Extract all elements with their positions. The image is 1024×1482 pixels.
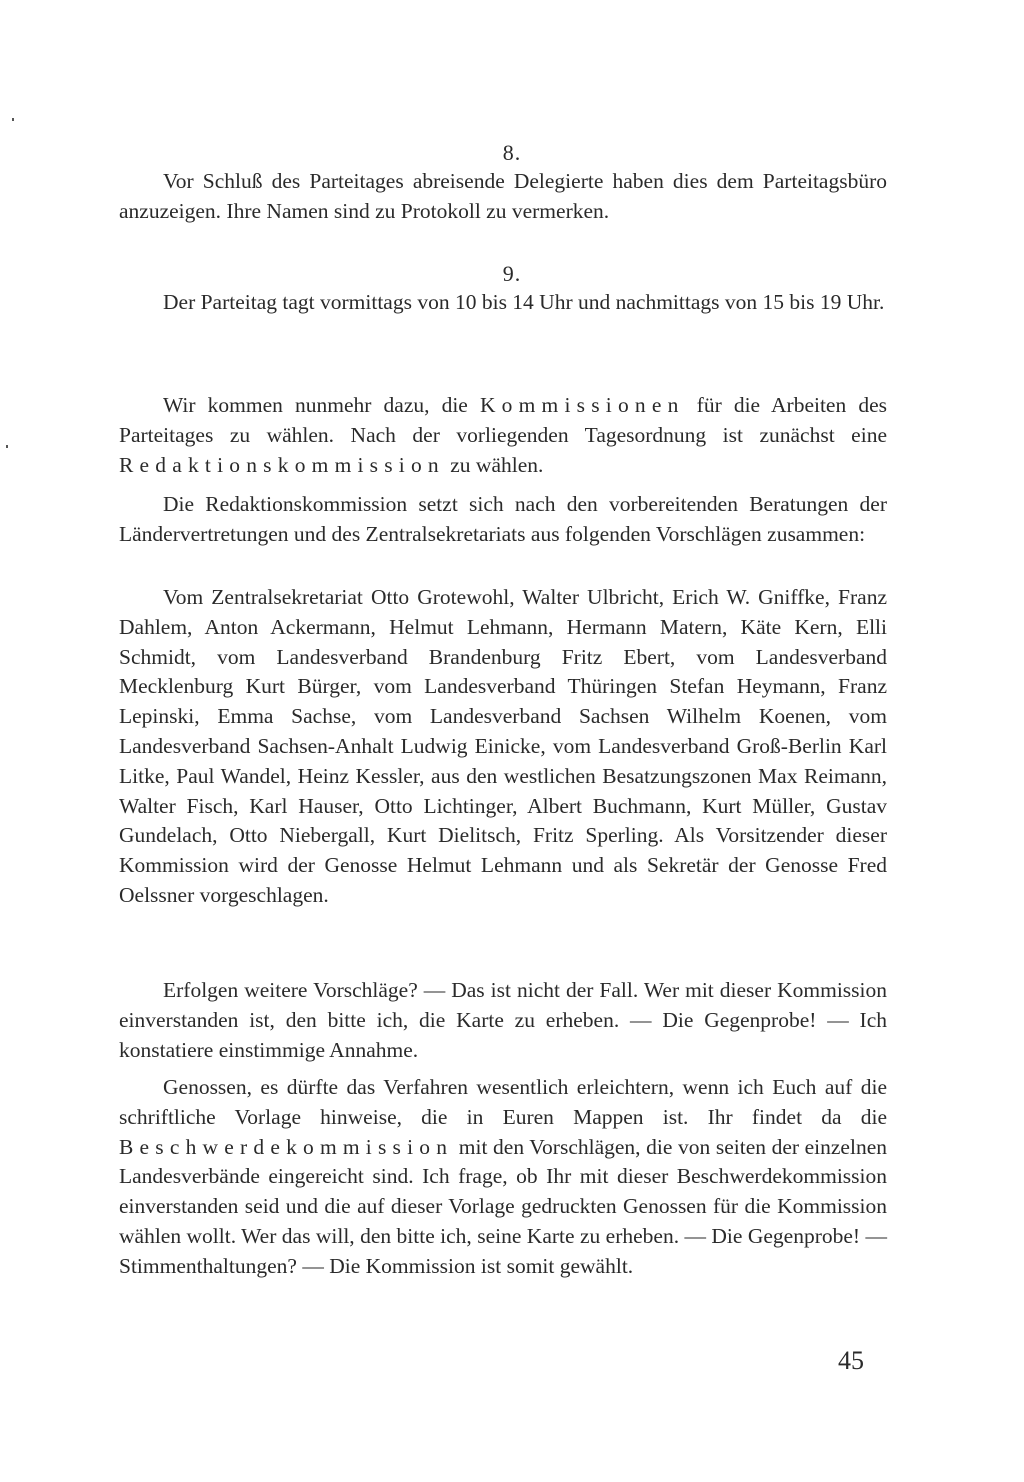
paragraph-beschwerdekommission <box>119 1073 887 1282</box>
paragraph-redaktionskommission: Die Redaktionskommission setzt sich nach den vorbereitenden Beratungen der Ländervertretungen und des Zentralsekretariats aus folgenden Vorschlägen zusammen: <box>119 492 887 546</box>
commissions-text-1: Wir kommen nunmehr dazu, die <box>163 393 480 417</box>
commissions-text-2: für die Arbeiten des Parteitages zu wählen. Nach der vorliegenden Tagesordnung ist zunächst eine <box>119 393 887 447</box>
section-number-8: 8. <box>502 140 522 165</box>
page-number: 45 <box>838 1346 864 1375</box>
section-9-text: Der Parteitag tagt vormittags von 10 bis 14 Uhr und nachmittags von 15 bis 19 Uhr. <box>163 290 885 314</box>
paragraph-commissions <box>119 391 887 480</box>
paragraph-vote: Erfolgen weitere Vorschläge? — Das ist nicht der Fall. Wer mit dieser Kommission einverstanden ist, den bitte ich, die Karte zu erheben. — Die Gegenprobe! — Ich konstatiere einstimmige Annahme. <box>119 978 887 1062</box>
paragraph-members: Vom Zentralsekretariat Otto Grotewohl, Walter Ulbricht, Erich W. Gniffke, Franz Dahlem, Anton Ackermann, Helmut Lehmann, Hermann Matern, Käte Kern, Elli Schmidt, vom Landesverband Brandenburg Fritz Ebert, vom Landesverband Mecklenburg Kurt Bürger, vom Landesverband Thüringen Stefan Heymann, Franz Lepinski, Emma Sachse, vom Landesverband Sachsen Wilhelm Koenen, vom Landesverband Sachsen-Anhalt Ludwig Einicke, vom Landesverband Groß-Berlin Karl Litke, Paul Wandel, Heinz Kessler, aus den westlichen Besatzungszonen Max Reimann, Walter Fisch, Karl Hauser, Otto Lichtinger, Albert Buchmann, Kurt Müller, Gustav Gundelach, Otto Niebergall, Kurt Dielitsch, Fritz Sperling. Als Vorsitzender dieser Kommission wird der Genosse Helmut Lehmann und als Sekretär der Genosse Fred Oelssner vorgeschlagen. <box>119 585 887 907</box>
beschwerde-text-2: mit den Vorschlägen, die von seiten der einzelnen Landesverbände eingereicht sind. Ich frage, ob Ihr mit dieser Beschwerdekommission einverstanden seid und die auf dieser Vorlage gedruckten Genossen für die Kommission wählen wollt. Wer das will, den bitte ich, seine Karte zu erheben. — Die Gegenprobe! — Stimmenthaltungen? — Die Kommission ist somit gewählt. <box>119 1134 887 1278</box>
spaced-term-redaktionskommission: Redaktionskommission <box>119 452 445 477</box>
beschwerde-text-1: Genossen, es dürfte das Verfahren wesentlich erleichtern, wenn ich Euch auf die schriftliche Vorlage hinweise, die in Euren Mappen ist. Ihr findet da die <box>119 1075 887 1129</box>
scan-speck <box>6 445 8 448</box>
section-8-text: Vor Schluß des Parteitages abreisende Delegierte haben dies dem Parteitagsbüro anzuzeigen. Ihre Namen sind zu Protokoll zu vermerken. <box>119 169 887 223</box>
section-number-9: 9. <box>502 261 522 286</box>
commissions-text-3: zu wählen. <box>444 452 544 477</box>
spaced-term-beschwerdekommission: Beschwerdekommission <box>119 1134 454 1159</box>
spaced-term-kommissionen: Kommissionen <box>479 393 685 417</box>
scan-speck <box>12 118 14 121</box>
